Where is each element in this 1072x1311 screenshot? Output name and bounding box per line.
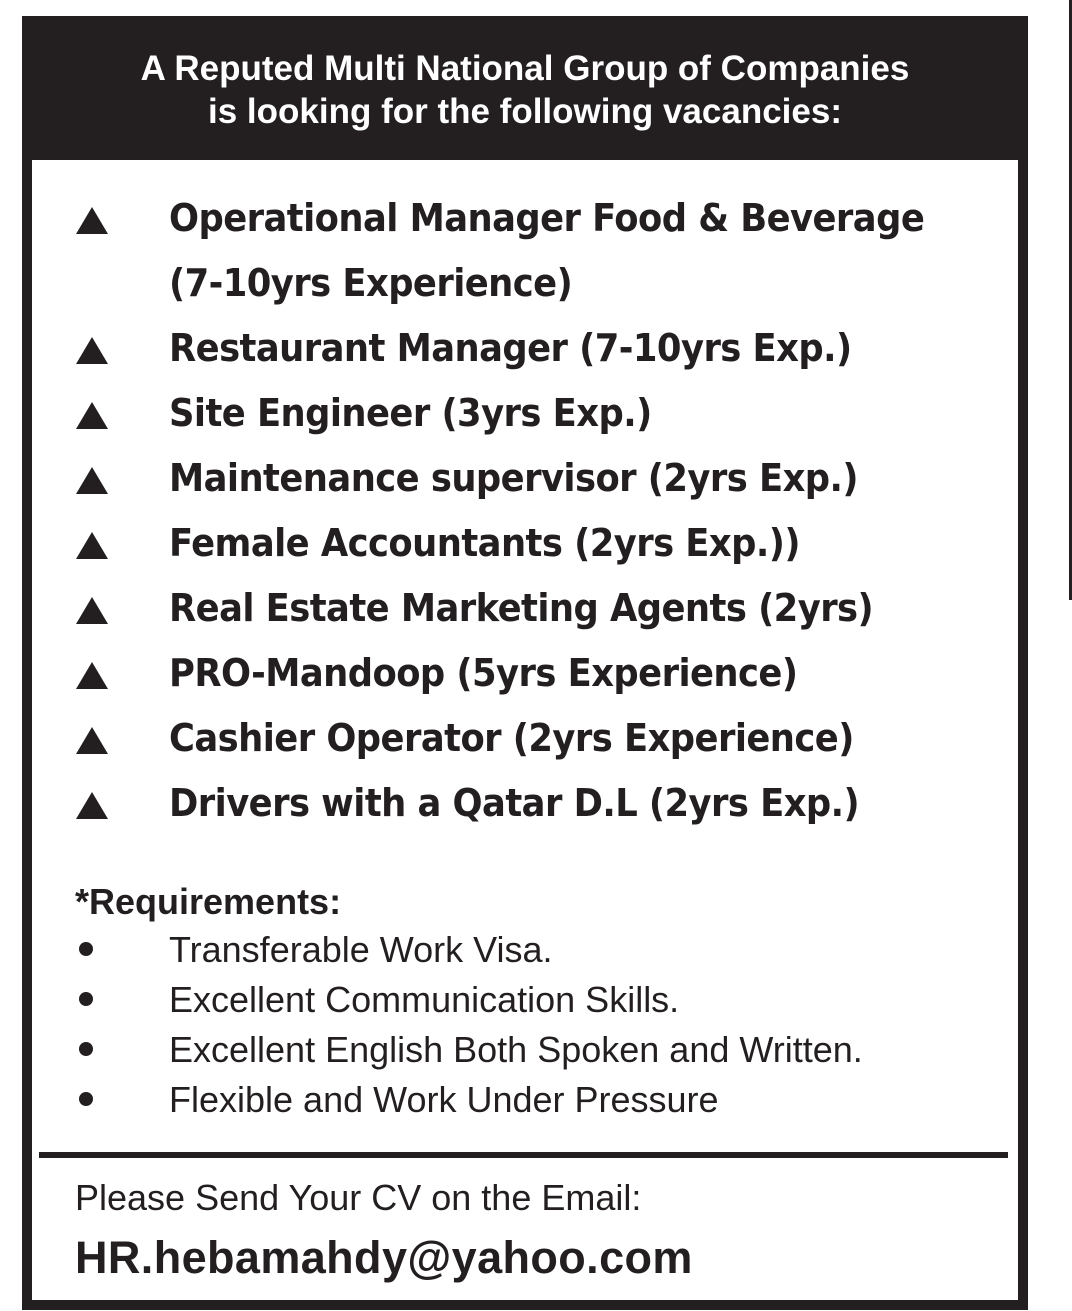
requirement-item bbox=[32, 928, 1018, 978]
job-advertisement bbox=[22, 16, 1028, 1310]
vacancy-title: PRO-Mandoop (5yrs Experience) bbox=[169, 651, 798, 695]
requirements-list bbox=[32, 928, 1018, 1128]
triangle-icon bbox=[76, 727, 108, 754]
triangle-icon bbox=[76, 402, 108, 429]
cv-prompt: Please Send Your CV on the Email: bbox=[75, 1177, 642, 1218]
triangle-icon bbox=[76, 532, 108, 559]
vacancy-list bbox=[32, 186, 1018, 836]
vacancy-item bbox=[32, 576, 1018, 641]
vacancy-item bbox=[32, 446, 1018, 511]
vacancy-item bbox=[32, 706, 1018, 771]
bullet-icon bbox=[79, 1092, 93, 1106]
triangle-icon bbox=[76, 207, 108, 234]
vacancy-title: Maintenance supervisor (2yrs Exp.) bbox=[169, 456, 859, 500]
vacancy-title-line-1: Operational Manager Food & Beverage bbox=[169, 196, 925, 240]
vacancy-title: Cashier Operator (2yrs Experience) bbox=[169, 716, 854, 760]
vacancy-title: Female Accountants (2yrs Exp.)) bbox=[169, 521, 800, 565]
bullet-icon bbox=[79, 1042, 93, 1056]
vacancy-title bbox=[169, 186, 941, 316]
vacancy-item bbox=[32, 381, 1018, 446]
requirement-item bbox=[32, 1078, 1018, 1128]
requirement-text: Flexible and Work Under Pressure bbox=[169, 1079, 719, 1120]
contact-email: HR.hebamahdy@yahoo.com bbox=[75, 1232, 693, 1283]
vacancy-title: Drivers with a Qatar D.L (2yrs Exp.) bbox=[169, 781, 860, 825]
requirement-text: Excellent Communication Skills. bbox=[169, 979, 680, 1020]
triangle-icon bbox=[76, 792, 108, 819]
vacancy-item bbox=[32, 641, 1018, 706]
header-line-1: A Reputed Multi National Group of Companies bbox=[140, 49, 910, 88]
bullet-icon bbox=[79, 942, 93, 956]
bullet-icon bbox=[79, 992, 93, 1006]
vacancy-title: Real Estate Marketing Agents (2yrs) bbox=[169, 586, 874, 630]
vacancy-title: Restaurant Manager (7-10yrs Exp.) bbox=[169, 326, 852, 370]
header-line-2: is looking for the following vacancies: bbox=[208, 92, 842, 131]
requirement-text: Transferable Work Visa. bbox=[169, 929, 553, 970]
vacancy-item bbox=[32, 511, 1018, 576]
ad-header bbox=[32, 16, 1018, 160]
vacancy-title-line-2: (7-10yrs Experience) bbox=[169, 261, 573, 305]
triangle-icon bbox=[76, 337, 108, 364]
vacancy-title: Site Engineer (3yrs Exp.) bbox=[169, 391, 652, 435]
vacancy-item bbox=[32, 771, 1018, 836]
section-divider bbox=[39, 1152, 1008, 1158]
triangle-icon bbox=[76, 467, 108, 494]
vacancy-item bbox=[32, 186, 1018, 316]
requirement-text: Excellent English Both Spoken and Written. bbox=[169, 1029, 863, 1070]
requirement-item bbox=[32, 1028, 1018, 1078]
requirement-item bbox=[32, 978, 1018, 1028]
requirements-heading: *Requirements: bbox=[75, 881, 342, 922]
triangle-icon bbox=[76, 662, 108, 689]
triangle-icon bbox=[76, 597, 108, 624]
vacancy-item bbox=[32, 316, 1018, 381]
